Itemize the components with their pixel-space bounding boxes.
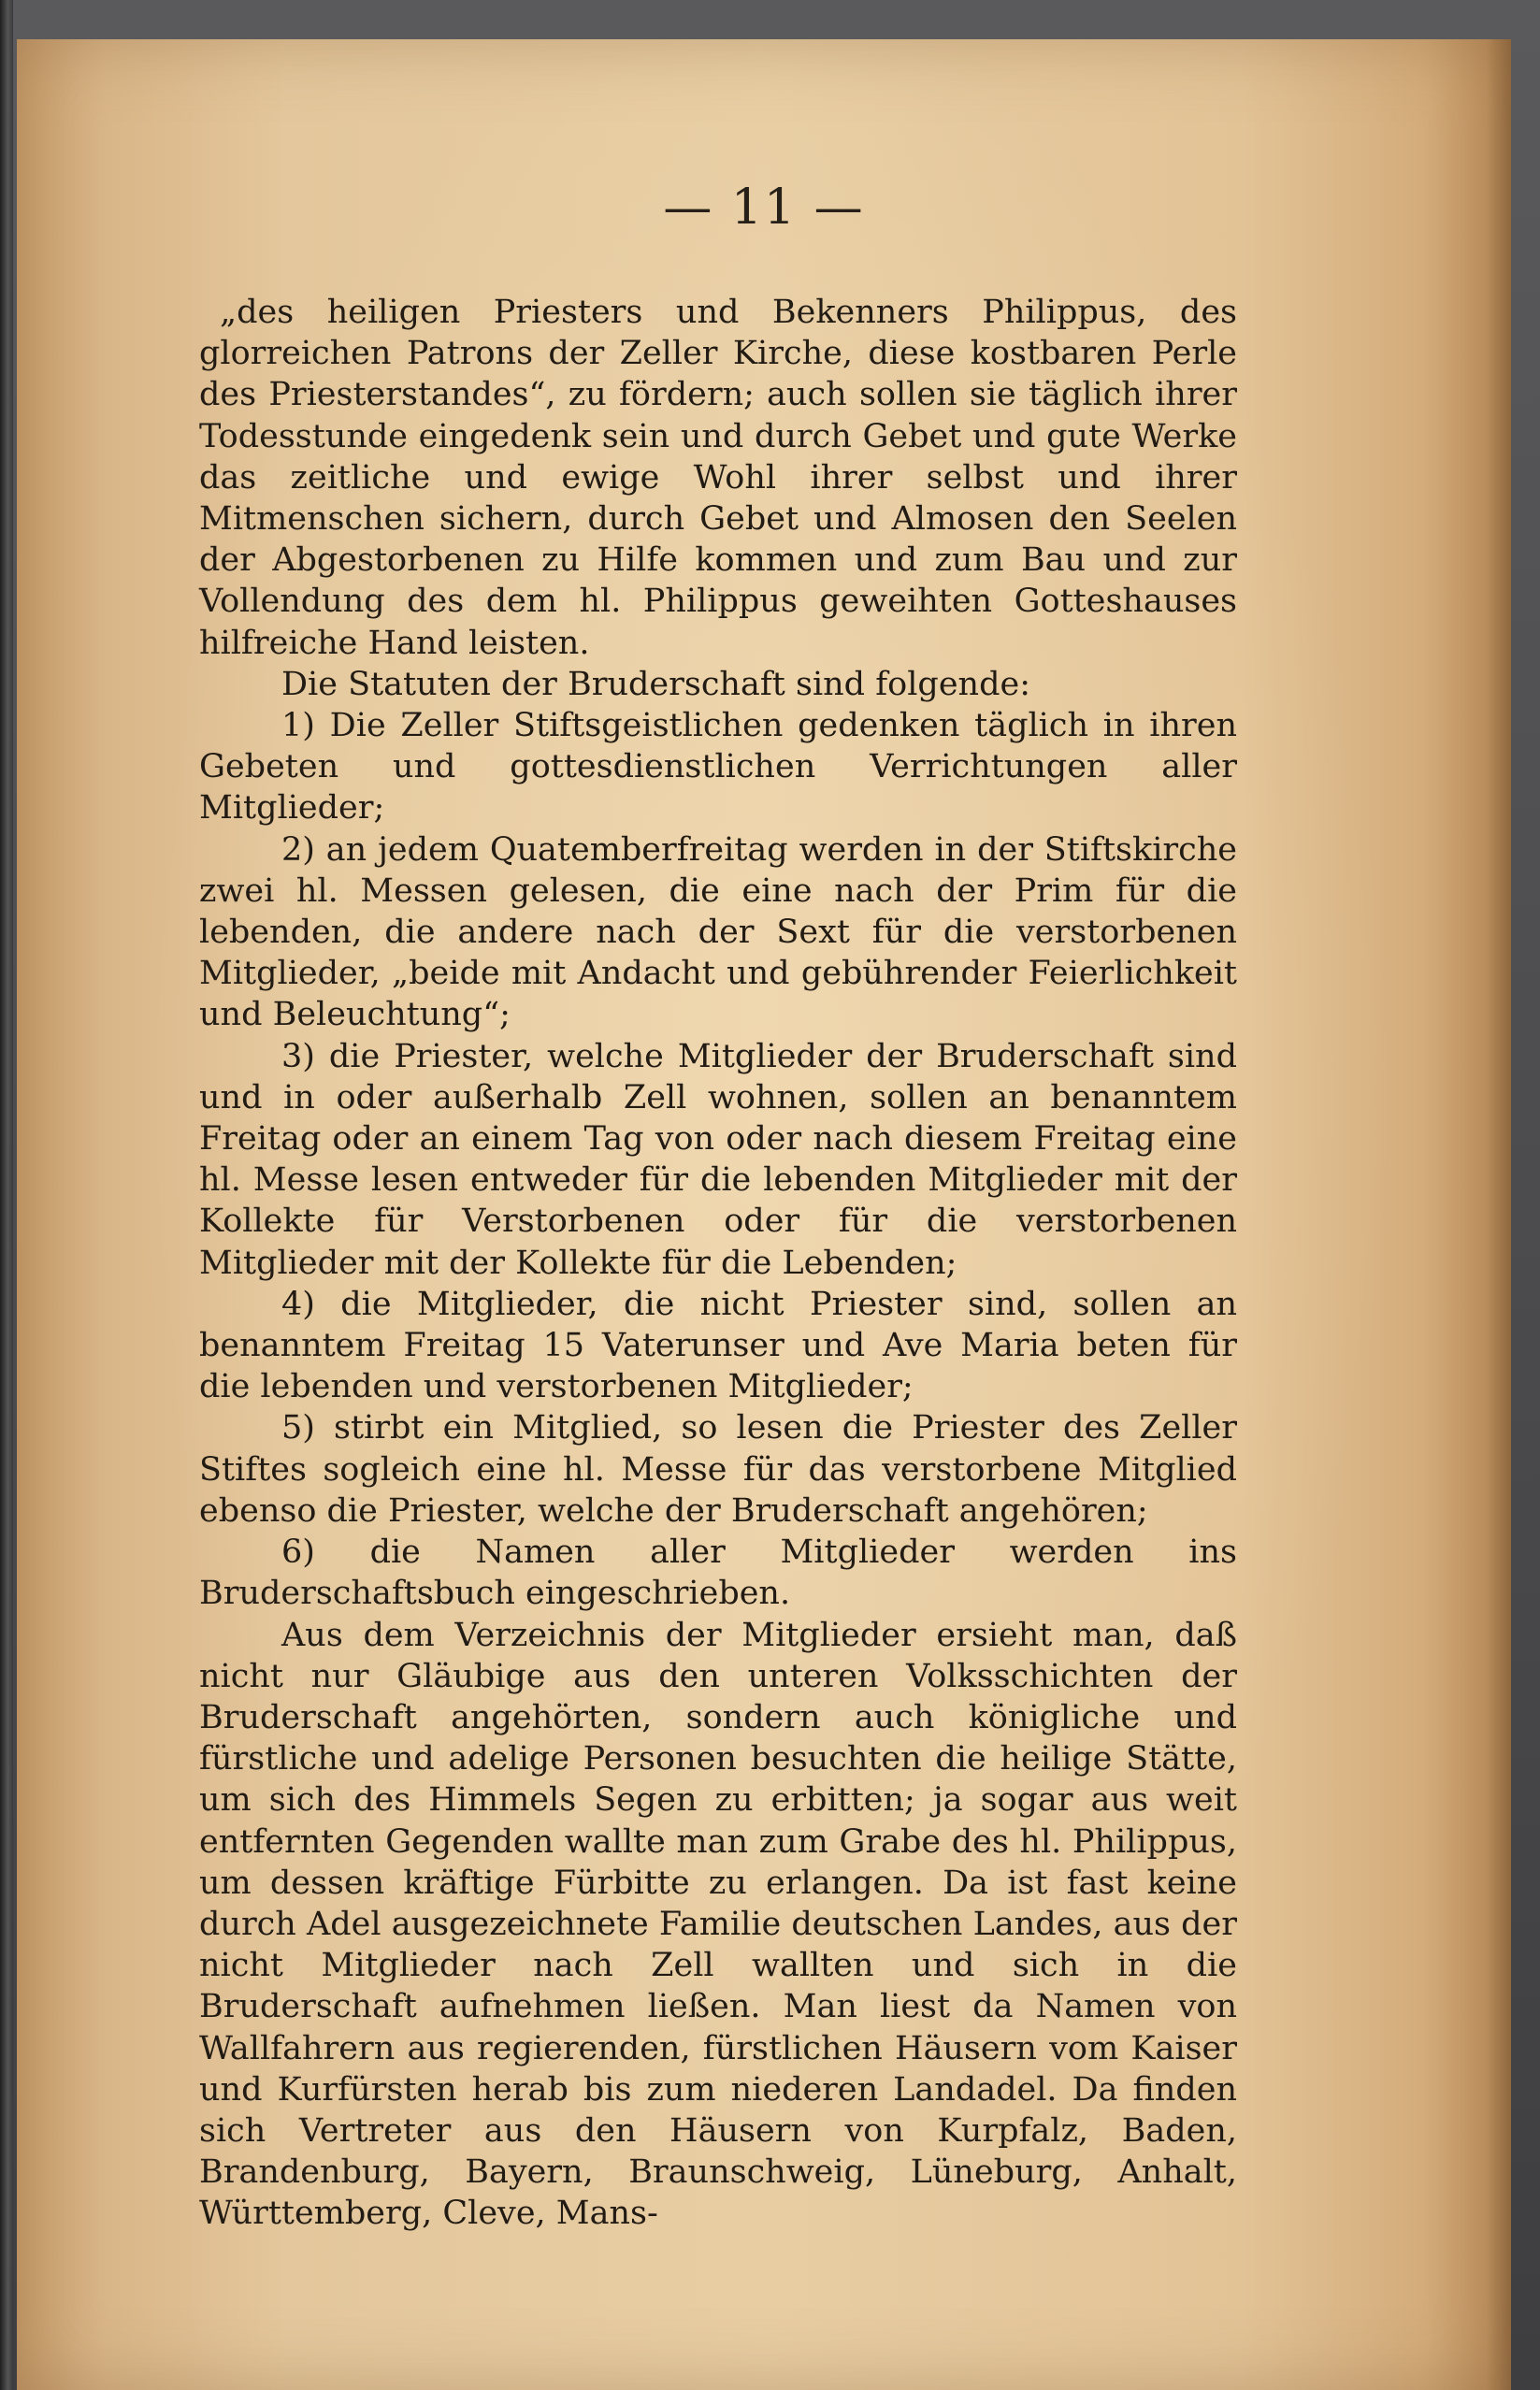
- statute-item-1: 1) Die Zeller Stiftsgeistlichen gedenken täglich in ihren Gebeten und gottesdienstlichen Verrichtungen aller Mitglieder;: [199, 707, 1237, 828]
- statute-item-5: 5) stirbt ein Mitglied, so lesen die Priester des Zeller Stiftes sogleich eine hl. Messe für das verstorbene Mitglied ebenso die Priester, welche der Bruderschaft angehören;: [199, 1409, 1237, 1530]
- paragraph-statutes-intro: Die Statuten der Bruderschaft sind folgende:: [281, 665, 1031, 703]
- statute-item-4: 4) die Mitglieder, die nicht Priester sind, sollen an benanntem Freitag 15 Vaterunser und Ave Maria beten für die lebenden und verstorbenen Mitglieder;: [199, 1285, 1237, 1406]
- paragraph-continuation: „des heiligen Priesters und Bekenners Philippus, des glorreichen Patrons der Zeller Kirche, diese kostbaren Perle des Priesterstandes“, zu fördern; auch sollen sie täglich ihrer Todesstunde eingedenk sein und durch Gebet und gute Werke das zeitliche und ewige Wohl ihrer selbst und ihrer Mitmenschen sichern, durch Gebet und Almosen den Seelen der Abgestorbenen zu Hilfe kommen und zum Bau und zur Vollendung des dem hl. Philippus geweihten Gotteshauses hilfreiche Hand leisten.: [199, 294, 1237, 662]
- book-page: [17, 39, 1511, 2390]
- page-number: — 11 —: [663, 180, 865, 236]
- statute-item-6: 6) die Namen aller Mitglieder werden ins Bruderschaftsbuch eingeschrieben.: [199, 1533, 1237, 1613]
- book-binding-edge: [0, 0, 13, 2390]
- paragraph-members: Aus dem Verzeichnis der Mitglieder ersieht man, daß nicht nur Gläubige aus den unteren Volksschichten der Bruderschaft angehörten, sondern auch königliche und fürstliche und adelige Personen besuchten die heilige Stätte, um sich des Himmels Segen zu erbitten; ja sogar aus weit entfernten Gegenden wallte man zum Grabe des hl. Philippus, um dessen kräftige Fürbitte zu erlangen. Da ist fast keine durch Adel ausgezeichnete Familie deutschen Landes, aus der nicht Mitglieder nach Zell wallten und sich in die Bruderschaft aufnehmen ließen. Man liest da Namen von Wallfahrern aus regierenden, fürstlichen Häusern vom Kaiser und Kurfürsten herab bis zum niederen Landadel. Da finden sich Vertreter aus den Häusern von Kurpfalz, Baden, Brandenburg, Bayern, Braunschweig, Lüneburg, Anhalt, Württemberg, Cleve, Mans-: [199, 1616, 1237, 2233]
- page-edge-shadow: [1487, 39, 1511, 2390]
- statute-item-3: 3) die Priester, welche Mitglieder der Bruderschaft sind und in oder außerhalb Zell wohnen, sollen an benanntem Freitag oder an einem Tag von oder nach diesem Freitag eine hl. Messe lesen entweder für die lebenden Mitglieder mit der Kollekte für Verstorbenen oder für die verstorbenen Mitglieder mit der Kollekte für die Lebenden;: [199, 1037, 1237, 1282]
- statute-item-2: 2) an jedem Quatemberfreitag werden in der Stiftskirche zwei hl. Messen gelesen, die eine nach der Prim für die lebenden, die andere nach der Sext für die verstorbenen Mitglieder, „beide mit Andacht und gebührender Feierlichkeit und Beleuchtung“;: [199, 830, 1237, 1034]
- body-text: [199, 292, 1237, 2235]
